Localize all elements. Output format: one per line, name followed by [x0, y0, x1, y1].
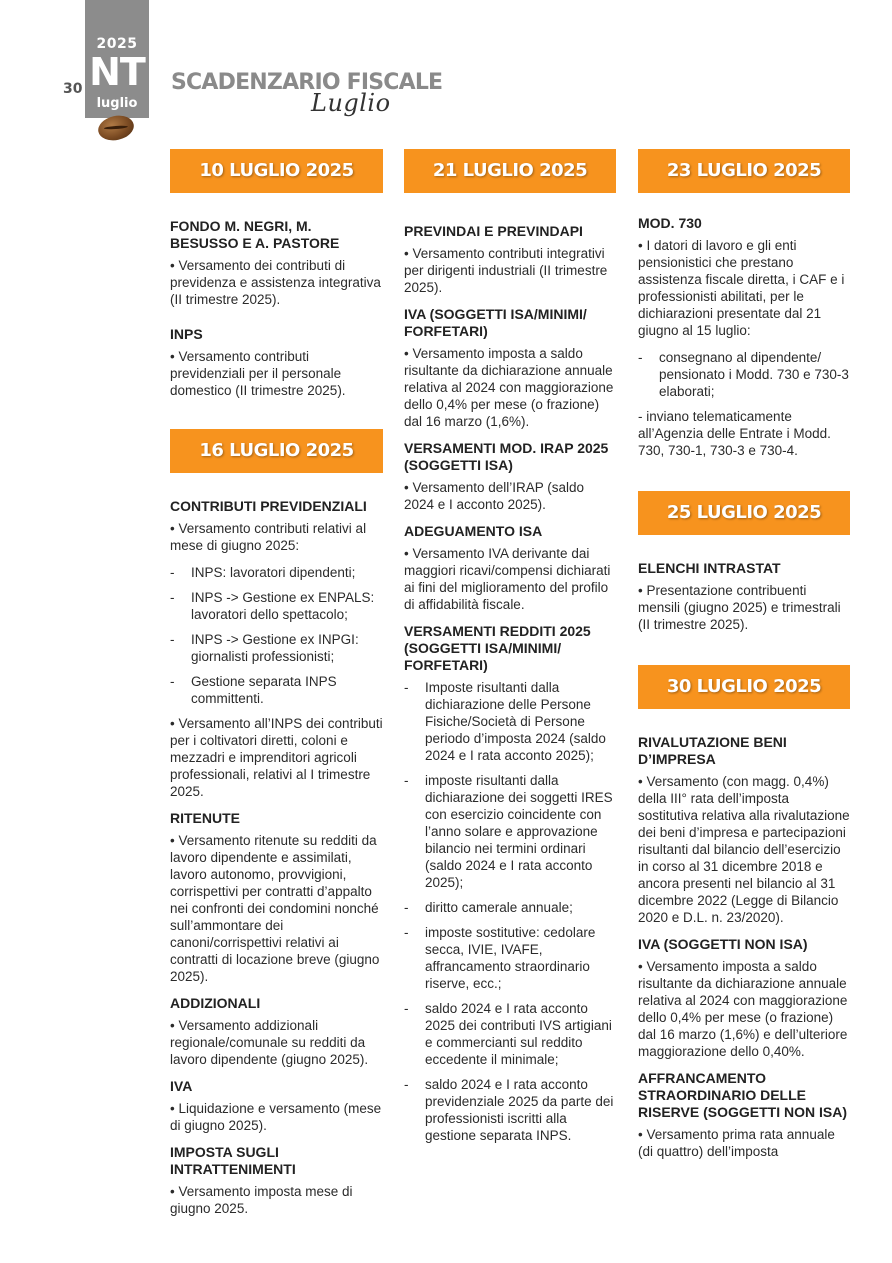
- section-text: • Versamento all’INPS dei contributi per i coltivatori diretti, coloni e mezzadri e imprenditori agricoli professionali, relativi al I trimestre 2025.: [170, 716, 383, 799]
- date-header: 25 LUGLIO 2025: [638, 491, 850, 535]
- section-title: CONTRIBUTI PREVIDENZIALI: [170, 498, 367, 514]
- section-text: • Versamento imposta mese di giugno 2025.: [170, 1184, 353, 1216]
- section-title: INPS: [170, 326, 203, 342]
- section-title: VERSAMENTI MOD. IRAP 2025 (SOGGETTI ISA): [404, 440, 609, 473]
- section-title: IVA: [170, 1078, 193, 1094]
- section-text: • Versamento prima rata annuale (di quattro) dell’imposta: [638, 1127, 835, 1159]
- list-item: - saldo 2024 e I rata acconto previdenziale 2025 da parte dei professionisti iscritti alla gestione separata INPS.: [404, 1077, 614, 1143]
- section-title: PREVINDAI E PREVINDAPI: [404, 223, 583, 239]
- section-text: - inviano telematicamente all’Agenzia delle Entrate i Modd. 730, 730-1, 730-3 e 730-4.: [638, 409, 831, 458]
- column-1: [170, 149, 383, 1227]
- list-item: - saldo 2024 e I rata acconto 2025 dei contributi IVS artigiani e commercianti sul reddito eccedente il minimale;: [404, 1001, 612, 1067]
- list-item: - imposte risultanti dalla dichiarazione dei soggetti IRES con esercizio coincidente con l’anno solare e approvazione bilancio nei termini ordinari (saldo 2024 e I rata acconto 2025);: [404, 773, 613, 890]
- list-item: - INPS -> Gestione ex INPGI: giornalisti professionisti;: [170, 632, 359, 664]
- list-item: - imposte sostitutive: cedolare secca, IVIE, IVAFE, affrancamento straordinario riserve, ecc.;: [404, 925, 596, 991]
- section-title: IMPOSTA SUGLI INTRATTENIMENTI: [170, 1144, 296, 1177]
- section-text: • Versamento contributi previdenziali per il personale domestico (II trimestre 2025).: [170, 349, 346, 398]
- list-item: - INPS -> Gestione ex ENPALS: lavoratori dello spettacolo;: [170, 590, 375, 622]
- section-text: • Versamento dei contributi di previdenza e assistenza integrativa (II trimestre 2025).: [170, 258, 381, 307]
- column-3: [638, 149, 850, 1170]
- section-text: • Versamento dell’IRAP (saldo 2024 e I acconto 2025).: [404, 480, 585, 512]
- section-text: • Versamento ritenute su redditi da lavoro dipendente e assimilati, lavoro autonomo, provvigioni, corrispettivi per contratti d’appalto nei confronti dei condomini nonché sull’ammontare dei canoni/corrispettivi relativi ai contratti di locazione breve (giugno 2025).: [170, 833, 380, 984]
- header-year: 2025: [96, 36, 138, 52]
- section-text: • Versamento imposta a saldo risultante da dichiarazione annuale relativa al 2024 con maggiorazione dello 0,4% per mese (o frazione) dal 16 marzo (1,6%) e dell’ulteriore maggiorazione dello 0,40%.: [638, 959, 848, 1059]
- section-title: FONDO M. NEGRI, M. BESUSSO E A. PASTORE: [170, 218, 340, 251]
- section-title: ADEGUAMENTO ISA: [404, 523, 543, 539]
- section-title: IVA (SOGGETTI NON ISA): [638, 936, 808, 952]
- header-tab: [85, 0, 149, 118]
- section-text: • Liquidazione e versamento (mese di giugno 2025).: [170, 1101, 382, 1133]
- section-text: • Versamento contributi relativi al mese di giugno 2025:: [170, 521, 367, 553]
- list-item: - Gestione separata INPS committenti.: [170, 674, 337, 706]
- list-item: - INPS: lavoratori dipendenti;: [170, 565, 356, 580]
- page-subtitle: Luglio: [311, 89, 391, 117]
- list-item: - diritto camerale annuale;: [404, 900, 573, 915]
- section-text: • I datori di lavoro e gli enti pensionistici che prestano assistenza fiscale diretta, i CAF e i professionisti abilitati, per le dichiarazioni presentate dal 21 giugno al 15 luglio:: [638, 238, 845, 338]
- column-2: [404, 149, 616, 1152]
- section-title: VERSAMENTI REDDITI 2025 (SOGGETTI ISA/MINIMI/ FORFETARI): [404, 623, 591, 673]
- section-title: AFFRANCAMENTO STRAORDINARIO DELLE RISERVE (SOGGETTI NON ISA): [638, 1070, 847, 1120]
- brand-logo: NT: [89, 50, 145, 94]
- header-month: luglio: [96, 96, 138, 111]
- list-item: - consegnano al dipendente/ pensionato i Modd. 730 e 730-3 elaborati;: [638, 350, 849, 399]
- section-text: • Versamento contributi integrativi per dirigenti industriali (II trimestre 2025).: [404, 246, 608, 295]
- section-title: RITENUTE: [170, 810, 240, 826]
- page-title: SCADENZARIO FISCALE: [171, 70, 443, 95]
- section-title: RIVALUTAZIONE BENI D’IMPRESA: [638, 734, 787, 767]
- section-title: IVA (SOGGETTI ISA/MINIMI/ FORFETARI): [404, 306, 587, 339]
- section-text: • Versamento IVA derivante dai maggiori ricavi/compensi dichiarati ai fini del miglioramento del profilo di affidabilità fiscale.: [404, 546, 611, 612]
- date-header: 30 LUGLIO 2025: [638, 665, 850, 709]
- date-header: 10 LUGLIO 2025: [170, 149, 383, 193]
- date-header: 23 LUGLIO 2025: [638, 149, 850, 193]
- section-title: ELENCHI INTRASTAT: [638, 560, 781, 576]
- section-text: • Versamento addizionali regionale/comunale su redditi da lavoro dipendente (giugno 2025).: [170, 1018, 369, 1067]
- section-title: ADDIZIONALI: [170, 995, 261, 1011]
- page-number: 30: [63, 81, 83, 97]
- section-text: • Versamento (con magg. 0,4%) della III° rata dell’imposta sostitutiva relativa alla rivalutazione dei beni d’impresa e partecipazioni risultanti dal bilancio dell’esercizio in corso al 31 dicembre 2018 e ancora presenti nel bilancio al 31 dicembre 2022 (Legge di Bilancio 2020 e D.L. n. 23/2020).: [638, 774, 850, 925]
- list-item: - Imposte risultanti dalla dichiarazione delle Persone Fisiche/Società di Persone periodo d’imposta 2024 (saldo 2024 e I rata acconto 2025);: [404, 680, 606, 763]
- section-text: • Presentazione contribuenti mensili (giugno 2025) e trimestrali (II trimestre 2025).: [638, 583, 841, 632]
- date-header: 21 LUGLIO 2025: [404, 149, 616, 193]
- section-title: MOD. 730: [638, 215, 702, 231]
- date-header: 16 LUGLIO 2025: [170, 429, 383, 473]
- section-text: • Versamento imposta a saldo risultante da dichiarazione annuale relativa al 2024 con maggiorazione dello 0,4% per mese (o frazione) dal 16 marzo (1,6%).: [404, 346, 614, 429]
